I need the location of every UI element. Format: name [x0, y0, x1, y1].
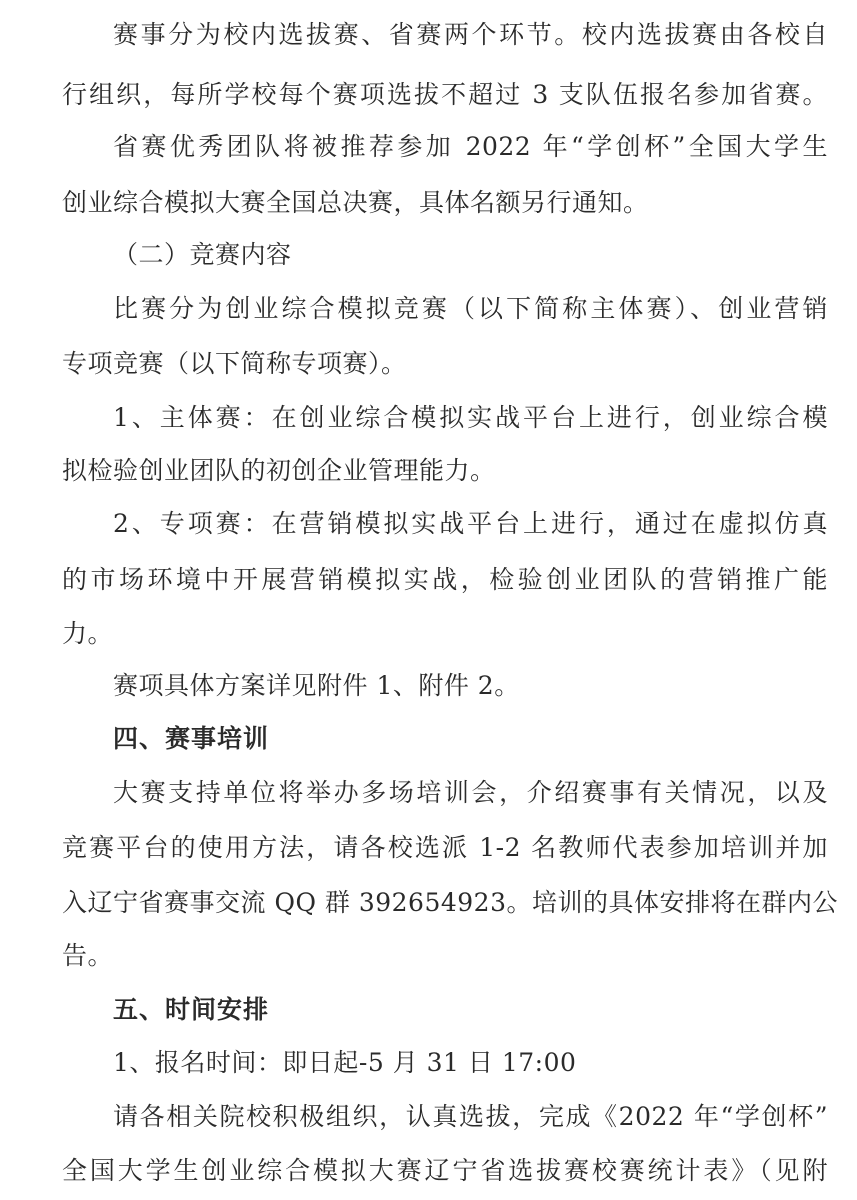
paragraph-line: 1、主体赛：在创业综合模拟实战平台上进行，创业综合模	[113, 403, 828, 432]
paragraph-line: 入辽宁省赛事交流 QQ 群 392654923。培训的具体安排将在群内公	[62, 888, 838, 917]
paragraph-line: 竞赛平台的使用方法，请各校选派 1-2 名教师代表参加培训并加	[62, 833, 828, 862]
paragraph-line: 2、专项赛：在营销模拟实战平台上进行，通过在虚拟仿真	[113, 509, 828, 538]
section-subheading: （二）竞赛内容	[113, 240, 292, 269]
paragraph-line: 省赛优秀团队将被推荐参加 2022 年“学创杯”全国大学生	[113, 132, 828, 161]
paragraph-line: 请各相关院校积极组织，认真选拔，完成《2022 年“学创杯”	[113, 1102, 828, 1131]
paragraph-line: 创业综合模拟大赛全国总决赛，具体名额另行通知。	[62, 188, 649, 217]
section-heading: 四、赛事培训	[113, 724, 270, 753]
paragraph-line: 比赛分为创业综合模拟竞赛（以下简称主体赛）、创业营销	[113, 294, 828, 323]
paragraph-line: 1、报名时间：即日起-5 月 31 日 17:00	[113, 1048, 577, 1077]
paragraph-line: 行组织，每所学校每个赛项选拔不超过 3 支队伍报名参加省赛。	[62, 80, 828, 109]
paragraph-line: 赛事分为校内选拔赛、省赛两个环节。校内选拔赛由各校自	[113, 20, 828, 49]
paragraph-line: 专项竞赛（以下简称专项赛）。	[62, 349, 407, 378]
paragraph-line: 赛项具体方案详见附件 1、附件 2。	[113, 671, 520, 700]
paragraph-line: 的市场环境中开展营销模拟实战，检验创业团队的营销推广能	[62, 565, 828, 594]
paragraph-line: 力。	[62, 619, 114, 648]
paragraph-line: 告。	[62, 941, 114, 970]
paragraph-line: 拟检验创业团队的初创企业管理能力。	[62, 456, 496, 485]
paragraph-line: 大赛支持单位将举办多场培训会，介绍赛事有关情况，以及	[113, 778, 828, 807]
section-heading: 五、时间安排	[113, 995, 270, 1024]
paragraph-line: 全国大学生创业综合模拟大赛辽宁省选拔赛校赛统计表》（见附	[62, 1156, 828, 1185]
